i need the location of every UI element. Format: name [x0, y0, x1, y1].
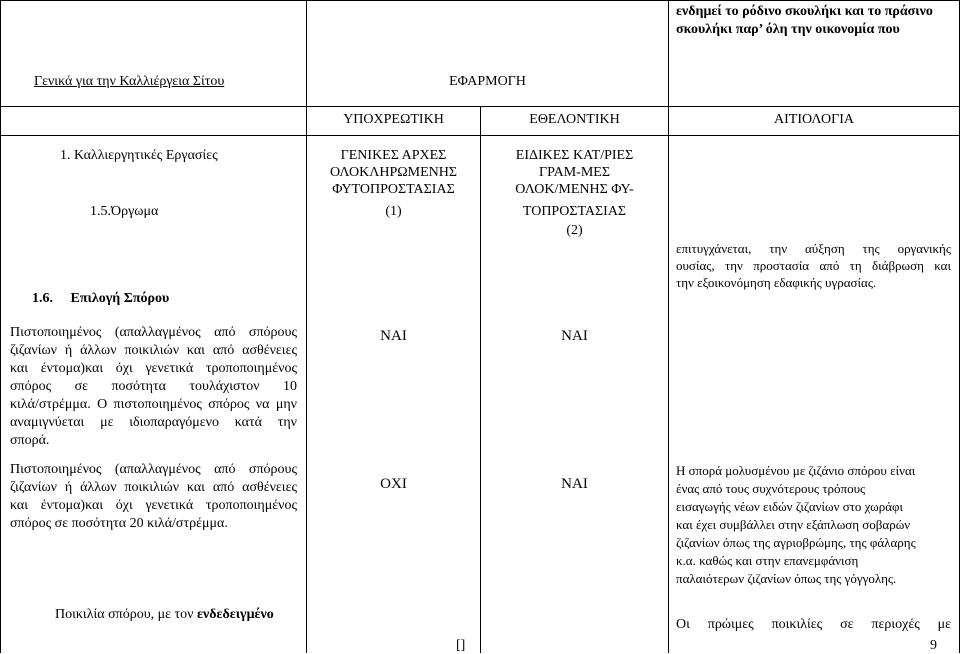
row2-mandatory: ΟΧΙ	[380, 476, 407, 492]
row2-justification-line4: και έχει συμβάλλει στην εξάπλωση σοβαρών	[676, 517, 911, 532]
row-divider-header	[0, 106, 960, 107]
row1-line3: και έντομα)και όχι γενετικά τροποποιημένος	[10, 361, 297, 376]
justification-line2: ουσίας, την προστασία από τη διάβρωση και	[676, 258, 951, 273]
row1-line6: αναμιγνύεται με ιδιοπαραγόμενο κατά την	[10, 415, 297, 430]
justification-line3: την εξοικονόμηση εδαφικής υγρασίας.	[676, 275, 877, 290]
top-border	[0, 0, 960, 1]
row2-justification-line6: κ.α. καθώς και στην επανεμφάνιση	[676, 553, 859, 568]
col-divider-3	[668, 0, 669, 653]
col-divider-1	[306, 0, 307, 653]
heading-ploughing: 1.5.Όργωμα	[90, 204, 159, 219]
justification-header: ΑΙΤΙΟΛΟΓΙΑ	[774, 112, 854, 127]
top-note-line1: ενδημεί το ρόδινο σκουλήκι και το πράσινο	[676, 4, 933, 19]
row-divider-columns	[0, 135, 960, 136]
row2-justification-line1: Η σπορά μολυσμένου με ζιζάνιο σπόρου είναι	[676, 463, 916, 478]
optional-col-line4: ΤΟΠΡΟΣΤΑΣΙΑΣ	[522, 204, 627, 219]
top-note-line2: σκουλήκι παρ’ όλη την οικονομία που	[676, 22, 900, 37]
mandatory-header: ΥΠΟΧΡΕΩΤΙΚΗ	[343, 112, 444, 127]
row1-line4: σπόρος σε ποσότητα τουλάχιστον 10	[10, 379, 297, 394]
left-border	[0, 0, 1, 653]
optional-col-line5: (2)	[566, 223, 583, 238]
mandatory-col-line3: ΦΥΤΟΠΡΟΣΤΑΣΙΑΣ	[332, 182, 455, 197]
row2-line3: και έντομα)και όχι γενετικά τροποποιημένος	[10, 498, 297, 513]
optional-col-line1: ΕΙΔΙΚΕΣ ΚΑΤ/ΡΙΕΣ	[515, 148, 634, 163]
row2-optional: ΝΑΙ	[561, 476, 588, 492]
row2-justification-line7: παλαιότερων ζιζανίων όπως της γόγγολης.	[676, 571, 897, 586]
row3-text-bold: ενδεδειγμένο	[196, 607, 274, 622]
heading-seed-selection	[32, 290, 169, 307]
heading-cultivation-tasks: 1. Καλλιεργητικές Εργασίες	[60, 148, 218, 163]
heading-seed-selection-text: Επιλογή Σπόρου	[70, 291, 170, 306]
row3-text	[55, 606, 274, 623]
row2-line2: ζιζανίων ή άλλων ποικιλιών και από ασθένειες	[10, 480, 297, 495]
justification-line1: επιτυγχάνεται, την αύξηση της οργανικής	[676, 241, 951, 256]
row1-line1: Πιστοποιημένος (απαλλαγμένος από σπόρους	[10, 325, 297, 340]
row1-optional: ΝΑΙ	[561, 328, 588, 344]
optional-header: ΕΘΕΛΟΝΤΙΚΗ	[529, 112, 620, 127]
row2-line1: Πιστοποιημένος (απαλλαγμένος από σπόρους	[10, 462, 297, 477]
row2-justification-line2: ένας από τους συχνότερους τρόπους	[676, 481, 866, 496]
page-number: 9	[930, 638, 937, 653]
heading-seed-selection-number: 1.6.	[32, 291, 53, 306]
mandatory-col-line4: (1)	[385, 204, 402, 219]
row3-text-prefix: Ποικιλία σπόρου, με τον	[55, 607, 194, 622]
row2-line4: σπόρος σε ποσότητα 20 κιλά/στρέμμα.	[10, 516, 228, 531]
row1-line2: ζιζανίων ή άλλων ποικιλιών και από ασθένειες	[10, 343, 297, 358]
footer-mark: []	[456, 638, 466, 653]
row1-mandatory: ΝΑΙ	[380, 328, 407, 344]
row2-justification-line5: ζιζανίων όπως της αγριοβρώμης, της φάλαρης	[676, 535, 916, 550]
mandatory-col-line2: ΟΛΟΚΛΗΡΩΜΕΝΗΣ	[329, 165, 458, 180]
row2-justification-line3: εισαγωγής νέων ειδών ζιζανίων στο χωράφι	[676, 499, 904, 514]
row1-line7: σπορά.	[10, 433, 50, 448]
row1-line5: κιλά/στρέμμα. Ο πιστοποιημένος σπόρος να μην	[10, 397, 297, 412]
row3-justification: Οι πρώιμες ποικιλίες σε περιοχές με	[676, 617, 951, 632]
section-title: Γενικά για την Καλλιέργεια Σίτου	[34, 74, 225, 89]
optional-col-line2: ΓΡΑΜ-ΜΕΣ	[539, 165, 610, 180]
mandatory-col-line1: ΓΕΝΙΚΕΣ ΑΡΧΕΣ	[340, 148, 447, 163]
application-header: ΕΦΑΡΜΟΓΗ	[449, 74, 526, 89]
optional-col-line3: ΟΛΟΚ/ΜΕΝΗΣ ΦΥ-	[515, 182, 634, 197]
